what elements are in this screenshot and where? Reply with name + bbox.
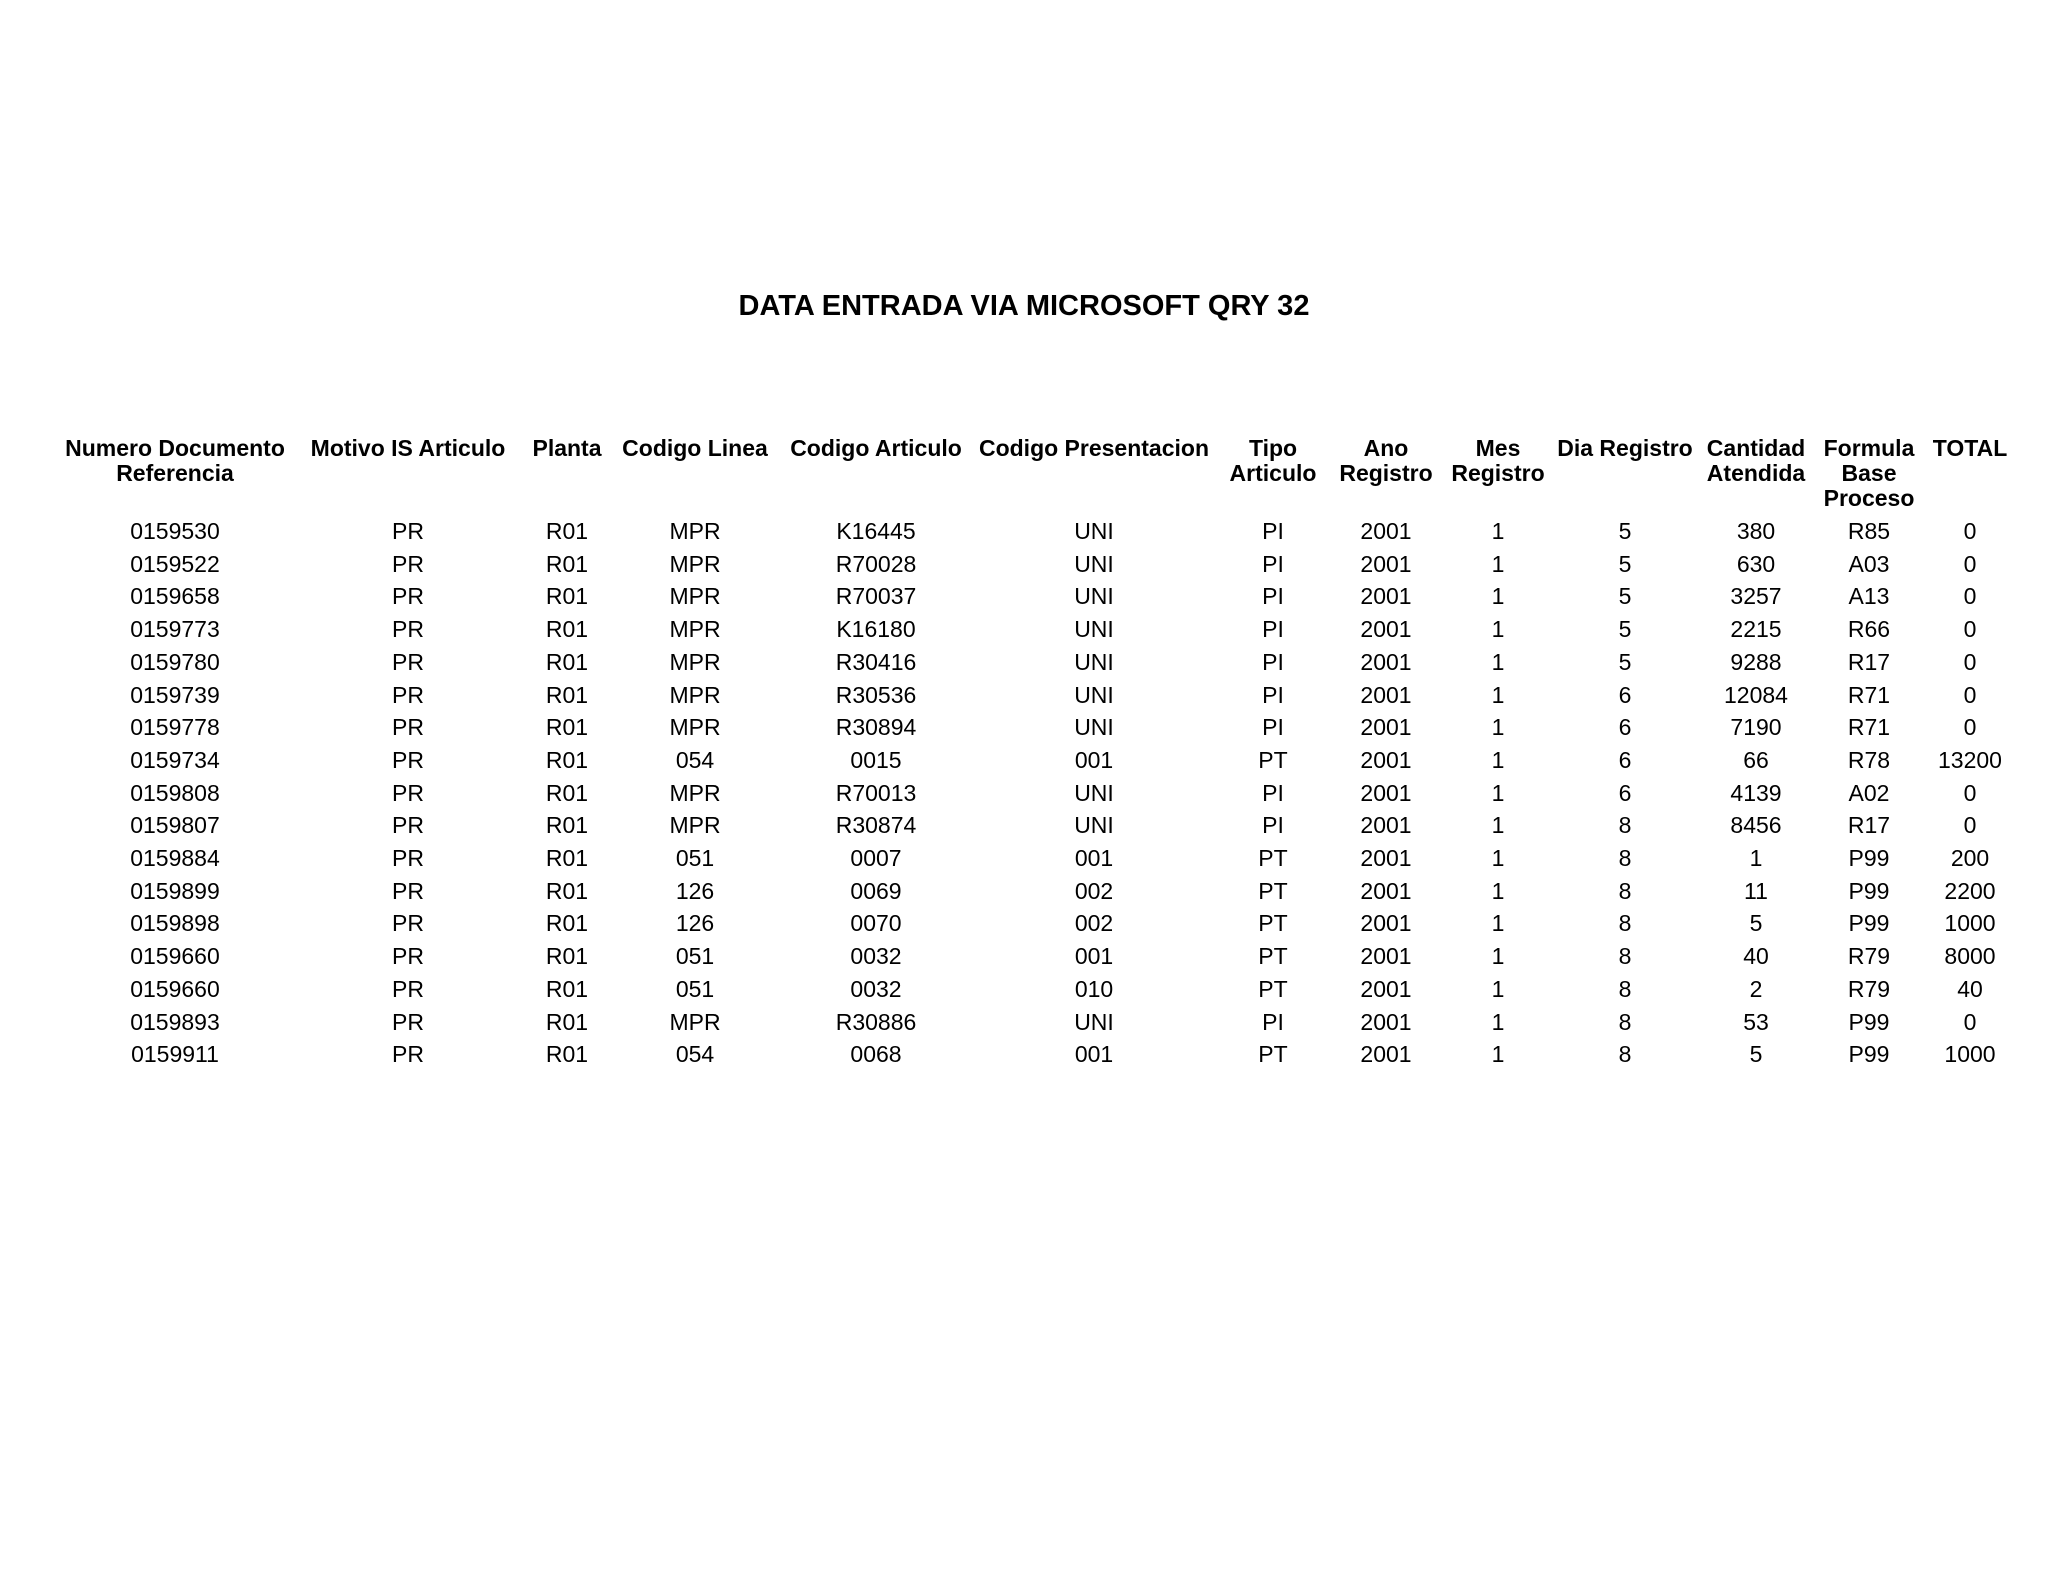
- table-cell: R01: [545, 779, 589, 806]
- column-header-line: Numero Documento: [65, 435, 285, 461]
- table-cell: UNI: [1074, 779, 1114, 806]
- table-row: [58, 679, 2018, 712]
- table-row: [58, 744, 2018, 777]
- column-header-line: Registro: [1339, 460, 1433, 486]
- table-cell: 0159522: [130, 550, 220, 577]
- table-cell: 0159658: [130, 583, 220, 610]
- table-row: [58, 940, 2018, 973]
- table-cell: UNI: [1074, 648, 1114, 675]
- column-header-line: Atendida: [1706, 460, 1806, 486]
- table-cell: 2001: [1360, 877, 1412, 904]
- table-cell: 1: [1491, 975, 1505, 1002]
- table-cell: 1000: [1944, 910, 1996, 937]
- column-header-line: Motivo IS Articulo: [310, 435, 506, 461]
- table-cell: PR: [392, 648, 424, 675]
- table-cell: 054: [675, 746, 715, 773]
- table-cell: R30536: [835, 681, 917, 708]
- table-cell: R01: [545, 943, 589, 970]
- table-cell: 0069: [850, 877, 902, 904]
- table-cell: PT: [1258, 943, 1288, 970]
- table-cell: 8: [1618, 845, 1632, 872]
- table-cell: 0: [1963, 518, 1977, 544]
- table-cell: 8000: [1944, 943, 1996, 970]
- table-cell: MPR: [669, 779, 721, 806]
- table-cell: MPR: [669, 812, 721, 839]
- table-cell: R01: [545, 746, 589, 773]
- table-cell: 010: [1074, 975, 1114, 1002]
- table-cell: R66: [1847, 616, 1891, 643]
- column-header: [780, 436, 972, 515]
- table-cell: 6: [1618, 714, 1632, 741]
- table-cell: 8: [1618, 910, 1632, 937]
- table-row: [58, 515, 2018, 548]
- table-cell: 8456: [1730, 812, 1782, 839]
- table-cell: PI: [1262, 583, 1284, 610]
- table-cell: A03: [1848, 550, 1890, 577]
- table-cell: 2001: [1360, 518, 1412, 544]
- table-cell: PI: [1262, 812, 1284, 839]
- table-row: [58, 842, 2018, 875]
- table-cell: 3257: [1730, 583, 1782, 610]
- table-row: [58, 711, 2018, 744]
- table-cell: 5: [1618, 616, 1632, 643]
- table-cell: 002: [1074, 877, 1114, 904]
- table-cell: 1: [1491, 1041, 1505, 1068]
- table-cell: 0159893: [130, 1008, 220, 1035]
- table-cell: 1: [1491, 910, 1505, 937]
- table-cell: PR: [392, 910, 424, 937]
- table-row: [58, 646, 2018, 679]
- table-cell: UNI: [1074, 812, 1114, 839]
- table-cell: PR: [392, 1008, 424, 1035]
- table-cell: 0159773: [130, 616, 220, 643]
- table-cell: 380: [1736, 518, 1776, 544]
- table-cell: 054: [675, 1041, 715, 1068]
- table-cell: 0159898: [130, 910, 220, 937]
- table-cell: 2001: [1360, 616, 1412, 643]
- table-cell: MPR: [669, 714, 721, 741]
- table-cell: 7190: [1730, 714, 1782, 741]
- table-cell: PI: [1262, 714, 1284, 741]
- table-row: [58, 973, 2018, 1006]
- table-cell: 2001: [1360, 1008, 1412, 1035]
- table-cell: 1: [1491, 746, 1505, 773]
- table-cell: 1: [1491, 1008, 1505, 1035]
- table-cell: 0: [1963, 616, 1977, 643]
- table-cell: 8: [1618, 812, 1632, 839]
- table-cell: 8: [1618, 1041, 1632, 1068]
- table-cell: 2001: [1360, 714, 1412, 741]
- column-header-line: Tipo: [1248, 435, 1298, 461]
- table-cell: 0159530: [130, 518, 220, 544]
- column-header-line: Formula: [1823, 435, 1915, 461]
- table-row: [58, 875, 2018, 908]
- table-cell: 4139: [1730, 779, 1782, 806]
- column-header-line: Referencia: [116, 460, 234, 486]
- data-table: [58, 436, 2018, 1071]
- table-cell: PR: [392, 812, 424, 839]
- table-cell: R30874: [835, 812, 917, 839]
- column-header-line: Codigo Presentacion: [978, 435, 1210, 461]
- table-cell: 2001: [1360, 746, 1412, 773]
- table-cell: P99: [1848, 1008, 1890, 1035]
- table-cell: PR: [392, 583, 424, 610]
- column-header: [58, 436, 292, 515]
- table-cell: R79: [1847, 975, 1891, 1002]
- table-cell: 0: [1963, 648, 1977, 675]
- table-cell: 11: [1744, 877, 1768, 904]
- column-header: [1816, 436, 1922, 515]
- column-header: [524, 436, 610, 515]
- table-cell: 1: [1491, 681, 1505, 708]
- table-cell: 2001: [1360, 910, 1412, 937]
- column-header-line: Codigo Articulo: [790, 435, 962, 461]
- table-cell: MPR: [669, 550, 721, 577]
- table-cell: R01: [545, 1041, 589, 1068]
- table-cell: 6: [1618, 681, 1632, 708]
- table-cell: 53: [1743, 1008, 1769, 1035]
- table-cell: PT: [1258, 975, 1288, 1002]
- table-cell: P99: [1848, 845, 1890, 872]
- table-cell: A13: [1848, 583, 1890, 610]
- table-cell: 0032: [850, 975, 902, 1002]
- table-cell: 0159734: [130, 746, 220, 773]
- column-header-line: Mes: [1475, 435, 1521, 461]
- table-cell: R85: [1847, 518, 1891, 544]
- table-cell: R01: [545, 877, 589, 904]
- table-cell: 1: [1491, 616, 1505, 643]
- table-cell: 0: [1963, 681, 1977, 708]
- table-cell: K16445: [836, 518, 916, 544]
- table-cell: UNI: [1074, 518, 1114, 544]
- column-header-line: Proceso: [1823, 485, 1915, 511]
- table-cell: 1: [1491, 583, 1505, 610]
- column-header-line: Codigo Linea: [622, 435, 768, 461]
- column-header: [1330, 436, 1442, 515]
- column-header: [1696, 436, 1816, 515]
- table-cell: 2001: [1360, 550, 1412, 577]
- table-cell: 40: [1957, 975, 1983, 1002]
- table-cell: R71: [1847, 714, 1891, 741]
- table-cell: PT: [1258, 746, 1288, 773]
- table-cell: 0159780: [130, 648, 220, 675]
- table-cell: 001: [1074, 943, 1114, 970]
- table-cell: 2001: [1360, 845, 1412, 872]
- table-cell: 0159660: [130, 943, 220, 970]
- table-cell: 0007: [850, 845, 902, 872]
- table-cell: UNI: [1074, 1008, 1114, 1035]
- table-cell: R01: [545, 583, 589, 610]
- table-cell: 2: [1749, 975, 1763, 1002]
- table-cell: R70013: [835, 779, 917, 806]
- table-row: [58, 809, 2018, 842]
- table-cell: R01: [545, 845, 589, 872]
- table-cell: 8: [1618, 943, 1632, 970]
- table-cell: 051: [675, 975, 715, 1002]
- table-cell: PI: [1262, 779, 1284, 806]
- table-cell: 200: [1950, 845, 1990, 872]
- table-cell: 2001: [1360, 812, 1412, 839]
- column-header-line: Ano: [1363, 435, 1409, 461]
- table-cell: 1: [1491, 845, 1505, 872]
- table-cell: 1: [1491, 714, 1505, 741]
- table-cell: 6: [1618, 746, 1632, 773]
- table-cell: R01: [545, 975, 589, 1002]
- table-body: [58, 515, 2018, 1071]
- table-cell: 0159660: [130, 975, 220, 1002]
- table-cell: R71: [1847, 681, 1891, 708]
- table-cell: 13200: [1938, 746, 2002, 773]
- table-cell: R01: [545, 714, 589, 741]
- table-cell: R17: [1847, 812, 1891, 839]
- table-cell: 2001: [1360, 1041, 1412, 1068]
- table-cell: MPR: [669, 1008, 721, 1035]
- table-cell: MPR: [669, 681, 721, 708]
- table-cell: 0: [1963, 550, 1977, 577]
- table-cell: R01: [545, 616, 589, 643]
- table-cell: 1: [1491, 943, 1505, 970]
- table-cell: PR: [392, 746, 424, 773]
- table-cell: R17: [1847, 648, 1891, 675]
- table-cell: PR: [392, 681, 424, 708]
- column-header: [292, 436, 524, 515]
- table-cell: R01: [545, 648, 589, 675]
- column-header-line: Articulo: [1229, 460, 1317, 486]
- table-cell: 5: [1618, 550, 1632, 577]
- table-cell: PR: [392, 943, 424, 970]
- table-cell: MPR: [669, 648, 721, 675]
- table-cell: UNI: [1074, 714, 1114, 741]
- table-cell: 001: [1074, 845, 1114, 872]
- table-cell: 5: [1618, 583, 1632, 610]
- table-cell: 0032: [850, 943, 902, 970]
- table-cell: PR: [392, 714, 424, 741]
- table-cell: PR: [392, 550, 424, 577]
- table-row: [58, 548, 2018, 581]
- table-row: [58, 580, 2018, 613]
- column-header: [1216, 436, 1330, 515]
- table-cell: R01: [545, 550, 589, 577]
- table-cell: 0159899: [130, 877, 220, 904]
- table-cell: PR: [392, 616, 424, 643]
- table-cell: 126: [675, 877, 715, 904]
- table-cell: 0: [1963, 714, 1977, 741]
- table-cell: 8: [1618, 1008, 1632, 1035]
- table-cell: 66: [1743, 746, 1769, 773]
- table-cell: UNI: [1074, 681, 1114, 708]
- table-cell: PI: [1262, 518, 1284, 544]
- table-cell: R70037: [835, 583, 917, 610]
- table-cell: 0: [1963, 1008, 1977, 1035]
- table-cell: 1: [1491, 779, 1505, 806]
- table-cell: 0: [1963, 812, 1977, 839]
- table-cell: 5: [1618, 648, 1632, 675]
- table-cell: 5: [1618, 518, 1632, 544]
- table-cell: 1: [1491, 648, 1505, 675]
- table-cell: 1: [1491, 550, 1505, 577]
- table-cell: PR: [392, 779, 424, 806]
- table-cell: 1: [1491, 877, 1505, 904]
- table-cell: R01: [545, 1008, 589, 1035]
- table-cell: P99: [1848, 910, 1890, 937]
- table-cell: P99: [1848, 1041, 1890, 1068]
- table-cell: 0159884: [130, 845, 220, 872]
- table-cell: 2001: [1360, 583, 1412, 610]
- table-cell: 0068: [850, 1041, 902, 1068]
- table-cell: 2200: [1944, 877, 1996, 904]
- column-header: [610, 436, 780, 515]
- table-cell: 051: [675, 845, 715, 872]
- table-cell: 1: [1749, 845, 1763, 872]
- table-cell: 0015: [850, 746, 902, 773]
- table-row: [58, 1006, 2018, 1039]
- table-cell: 001: [1074, 1041, 1114, 1068]
- table-cell: MPR: [669, 583, 721, 610]
- table-cell: PR: [392, 1041, 424, 1068]
- table-row: [58, 907, 2018, 940]
- table-cell: PR: [392, 877, 424, 904]
- table-cell: 0159808: [130, 779, 220, 806]
- table-cell: P99: [1848, 877, 1890, 904]
- table-cell: PT: [1258, 910, 1288, 937]
- table-cell: 0159739: [130, 681, 220, 708]
- column-header: [1922, 436, 2018, 515]
- table-cell: 126: [675, 910, 715, 937]
- table-cell: PT: [1258, 1041, 1288, 1068]
- table-cell: 40: [1743, 943, 1769, 970]
- table-cell: K16180: [836, 616, 916, 643]
- table-cell: PI: [1262, 616, 1284, 643]
- table-cell: 051: [675, 943, 715, 970]
- table-cell: 0159911: [131, 1041, 219, 1068]
- table-row: [58, 1038, 2018, 1071]
- table-cell: PT: [1258, 845, 1288, 872]
- table-cell: 12084: [1724, 681, 1788, 708]
- table-cell: 0: [1963, 779, 1977, 806]
- table-cell: 001: [1074, 746, 1114, 773]
- table-cell: PT: [1258, 877, 1288, 904]
- table-cell: UNI: [1074, 616, 1114, 643]
- table-cell: 1: [1491, 812, 1505, 839]
- table-cell: PR: [392, 518, 424, 544]
- table-cell: MPR: [669, 616, 721, 643]
- table-cell: 1000: [1944, 1041, 1996, 1068]
- table-row: [58, 613, 2018, 646]
- table-cell: PI: [1262, 648, 1284, 675]
- table-cell: 2001: [1360, 975, 1412, 1002]
- table-cell: R30886: [835, 1008, 917, 1035]
- table-cell: 5: [1749, 1041, 1763, 1068]
- table-cell: R01: [545, 518, 589, 544]
- table-row: [58, 777, 2018, 810]
- column-header: [1442, 436, 1554, 515]
- table-cell: 0: [1963, 583, 1977, 610]
- table-cell: PI: [1262, 550, 1284, 577]
- page-title: DATA ENTRADA VIA MICROSOFT QRY 32: [738, 290, 1310, 322]
- column-header-line: Cantidad: [1706, 435, 1806, 461]
- column-header-line: Base: [1841, 460, 1897, 486]
- table-cell: 2001: [1360, 681, 1412, 708]
- table-cell: PR: [392, 845, 424, 872]
- table-cell: PR: [392, 975, 424, 1002]
- table-cell: 1: [1491, 518, 1505, 544]
- table-cell: 9288: [1730, 648, 1782, 675]
- table-cell: 2001: [1360, 779, 1412, 806]
- column-header: [1554, 436, 1696, 515]
- table-cell: UNI: [1074, 550, 1114, 577]
- table-cell: A02: [1848, 779, 1890, 806]
- table-cell: UNI: [1074, 583, 1114, 610]
- table-cell: 2215: [1730, 616, 1782, 643]
- table-cell: R70028: [835, 550, 917, 577]
- column-header-line: Planta: [532, 435, 602, 461]
- column-header-line: Dia Registro: [1557, 435, 1693, 461]
- column-header-line: Registro: [1451, 460, 1545, 486]
- table-cell: 2001: [1360, 943, 1412, 970]
- table-cell: 002: [1074, 910, 1114, 937]
- table-cell: 0159807: [130, 812, 220, 839]
- table-cell: PI: [1262, 681, 1284, 708]
- table-cell: R01: [545, 910, 589, 937]
- table-cell: 0070: [850, 910, 902, 937]
- table-cell: 8: [1618, 975, 1632, 1002]
- table-cell: 0159778: [130, 714, 220, 741]
- table-cell: 5: [1749, 910, 1763, 937]
- table-cell: R78: [1847, 746, 1891, 773]
- table-cell: 630: [1736, 550, 1776, 577]
- table-cell: 8: [1618, 877, 1632, 904]
- table-cell: 6: [1618, 779, 1632, 806]
- table-cell: PI: [1262, 1008, 1284, 1035]
- table-cell: 2001: [1360, 648, 1412, 675]
- table-cell: R01: [545, 681, 589, 708]
- column-header: [972, 436, 1216, 515]
- table-cell: R01: [545, 812, 589, 839]
- table-cell: MPR: [669, 518, 721, 544]
- table-header: [58, 436, 2018, 515]
- column-header-line: TOTAL: [1932, 435, 2008, 461]
- table-cell: R30416: [835, 648, 917, 675]
- table-cell: R79: [1847, 943, 1891, 970]
- table-cell: R30894: [835, 714, 917, 741]
- header-row: [58, 436, 2018, 515]
